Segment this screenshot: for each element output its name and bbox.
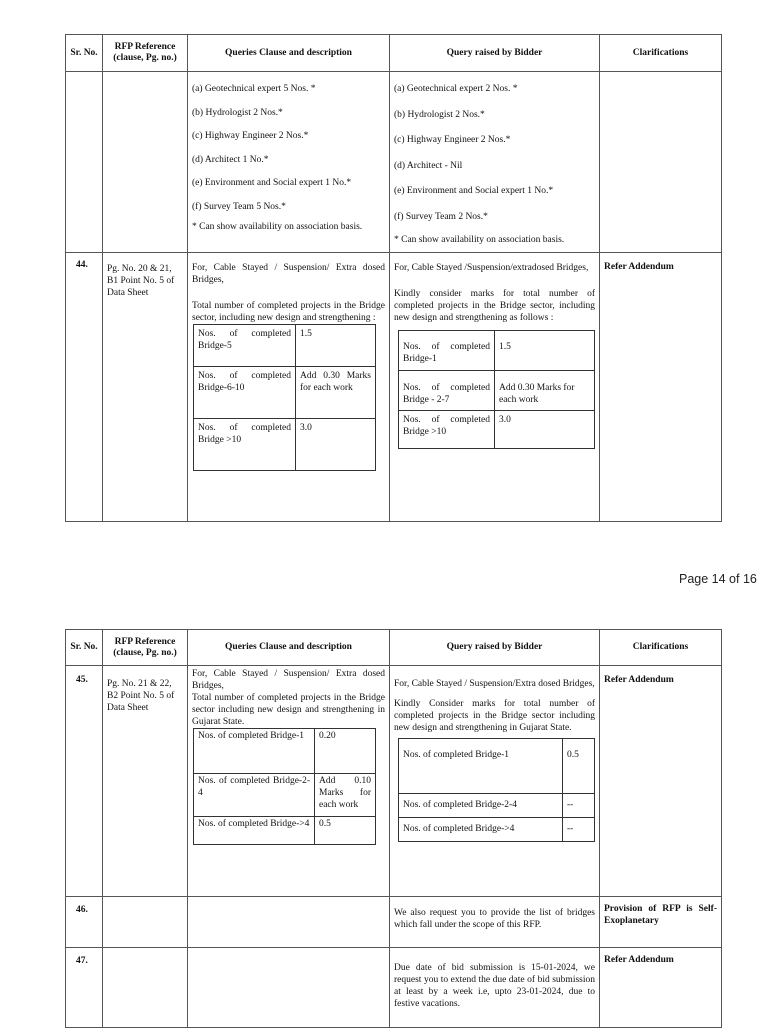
marks-label: Nos. of completed Bridge >10: [399, 411, 495, 449]
header-clarifications: Clarifications: [600, 630, 722, 666]
queries-cell: [188, 253, 390, 522]
raised-intro: For, Cable Stayed / Suspension/Extra dosed Bridges,: [394, 679, 595, 689]
rfp-ref-cell: [103, 666, 188, 897]
header-sr-no: Sr. No.: [66, 35, 103, 72]
raised-intro: For, Cable Stayed /Suspension/extradosed Bridges,: [394, 263, 589, 273]
marks-value: Add 0.30 Marks for each work: [296, 367, 376, 419]
clarification-cell: [600, 253, 722, 522]
marks-label: Nos. of completed Bridge - 2-7: [399, 371, 495, 411]
header-query-raised: Query raised by Bidder: [390, 630, 600, 666]
page-number: Page 14 of 16: [679, 572, 757, 586]
query-raised-cell: [390, 253, 600, 522]
raised-text: Kindly Consider marks for total number of completed projects in the Bridge sector including new design and strengthening in Gujarat State.: [394, 699, 595, 733]
query-raised-cell: [390, 72, 600, 253]
marks-value: 3.0: [296, 419, 376, 471]
sr-number: 46.: [76, 905, 88, 915]
clarification-text: Refer Addendum: [604, 675, 674, 685]
table-row: [66, 897, 722, 948]
header-sr-no: Sr. No.: [66, 630, 103, 666]
query-table-bottom: [65, 629, 722, 1028]
query-raised-cell: [390, 666, 600, 897]
clarification-text: Refer Addendum: [604, 955, 674, 965]
note-text: * Can show availability on association basis.: [192, 221, 363, 232]
marks-value: 1.5: [296, 325, 376, 367]
table-row: [66, 948, 722, 1028]
list-item: (b) Hydrologist 2 Nos.*: [394, 109, 485, 120]
marks-label: Nos. of completed Bridge->4: [399, 818, 563, 842]
note-text: * Can show availability on association basis.: [394, 234, 565, 245]
marks-label: Nos. of completed Bridge >10: [194, 419, 296, 471]
rfp-ref-cell: [103, 897, 188, 948]
list-item: (f) Survey Team 2 Nos.*: [394, 211, 488, 222]
query-table-top: [65, 34, 722, 522]
header-queries-clause: Queries Clause and description: [188, 35, 390, 72]
marks-table: [398, 330, 595, 449]
marks-value: Add 0.30 Marks for each work: [495, 371, 595, 411]
raised-text: Kindly consider marks for total number of completed projects in the Bridge sector, including new design and strengthening as follows :: [394, 289, 595, 323]
clarification-text: Provision of RFP is Self-Exoplanetary: [604, 904, 717, 926]
sr-number: 45.: [76, 675, 88, 685]
queries-intro: For, Cable Stayed / Suspension/ Extra dosed Bridges,: [192, 669, 385, 691]
rfp-ref-cell: [103, 72, 188, 253]
marks-value: 0.20: [315, 729, 376, 774]
marks-value: Add 0.10 Marks for each work: [315, 774, 376, 817]
clarification-cell: [600, 948, 722, 1028]
queries-cell: [188, 897, 390, 948]
marks-table: [398, 738, 595, 842]
header-query-raised: Query raised by Bidder: [390, 35, 600, 72]
rfp-ref-text: Pg. No. 20 & 21, B1 Point No. 5 of Data Sheet: [107, 264, 175, 298]
queries-intro: For, Cable Stayed / Suspension/ Extra dosed Bridges,: [192, 263, 385, 285]
clarification-cell: [600, 897, 722, 948]
sr-number: 44.: [76, 260, 88, 270]
queries-cell: [188, 948, 390, 1028]
marks-label: Nos. of completed Bridge-1: [194, 729, 315, 774]
table-row: [66, 253, 722, 522]
sr-cell: [66, 666, 103, 897]
marks-table: [193, 728, 376, 845]
queries-cell: [188, 72, 390, 253]
marks-label: Nos. of completed Bridge-1: [399, 331, 495, 371]
marks-value: --: [563, 818, 595, 842]
sr-number: 47.: [76, 956, 88, 966]
marks-label: Nos. of completed Bridge-2-4: [399, 794, 563, 818]
query-raised-cell: [390, 897, 600, 948]
marks-value: 0.5: [315, 817, 376, 845]
marks-label: Nos. of completed Bridge-1: [399, 739, 563, 794]
table-row: [66, 666, 722, 897]
table-row: [66, 72, 722, 253]
marks-table: [193, 324, 376, 471]
list-item: (f) Survey Team 5 Nos.*: [192, 201, 286, 212]
sr-cell: [66, 253, 103, 522]
rfp-ref-cell: [103, 948, 188, 1028]
list-item: (d) Architect - Nil: [394, 160, 463, 171]
header-clarifications: Clarifications: [600, 35, 722, 72]
sr-cell: [66, 948, 103, 1028]
marks-value: 3.0: [495, 411, 595, 449]
marks-value: --: [563, 794, 595, 818]
queries-text: Total number of completed projects in the Bridge sector, including new design and strengthening :: [192, 301, 385, 323]
raised-text: Due date of bid submission is 15-01-2024, we request you to extend the due date of bid submission at least by a week i.e, upto 23-01-2024, due to festive vacations.: [394, 963, 595, 1009]
query-raised-cell: [390, 948, 600, 1028]
list-item: (d) Architect 1 No.*: [192, 154, 269, 165]
raised-text: We also request you to provide the list of bridges which fall under the scope of this RFP.: [394, 908, 595, 930]
marks-value: 0.5: [563, 739, 595, 794]
table-header-row: [66, 630, 722, 666]
marks-label: Nos. of completed Bridge->4: [194, 817, 315, 845]
rfp-ref-cell: [103, 253, 188, 522]
marks-label: Nos. of completed Bridge-2-4: [194, 774, 315, 817]
sr-cell: [66, 72, 103, 253]
clarification-cell: [600, 666, 722, 897]
header-rfp-reference: RFP Reference (clause, Pg. no.): [103, 630, 188, 666]
list-item: (c) Highway Engineer 2 Nos.*: [192, 131, 309, 141]
table-header-row: [66, 35, 722, 72]
queries-text: Total number of completed projects in the Bridge sector including new design and strengthening in Gujarat State.: [192, 693, 385, 727]
rfp-ref-text: Pg. No. 21 & 22, B2 Point No. 5 of Data Sheet: [107, 679, 175, 713]
list-item: (c) Highway Engineer 2 Nos.*: [394, 135, 511, 145]
clarification-cell: [600, 72, 722, 253]
marks-value: 1.5: [495, 331, 595, 371]
sr-cell: [66, 897, 103, 948]
marks-label: Nos. of completed Bridge-5: [194, 325, 296, 367]
queries-cell: [188, 666, 390, 897]
list-item: (a) Geotechnical expert 5 Nos. *: [192, 84, 316, 94]
list-item: (e) Environment and Social expert 1 No.*: [192, 178, 352, 188]
clarification-text: Refer Addendum: [604, 262, 674, 272]
header-rfp-reference: RFP Reference (clause, Pg. no.): [103, 35, 188, 72]
marks-label: Nos. of completed Bridge-6-10: [194, 367, 296, 419]
list-item: (b) Hydrologist 2 Nos.*: [192, 107, 283, 118]
header-queries-clause: Queries Clause and description: [188, 630, 390, 666]
list-item: (e) Environment and Social expert 1 No.*: [394, 186, 554, 196]
list-item: (a) Geotechnical expert 2 Nos. *: [394, 84, 518, 94]
